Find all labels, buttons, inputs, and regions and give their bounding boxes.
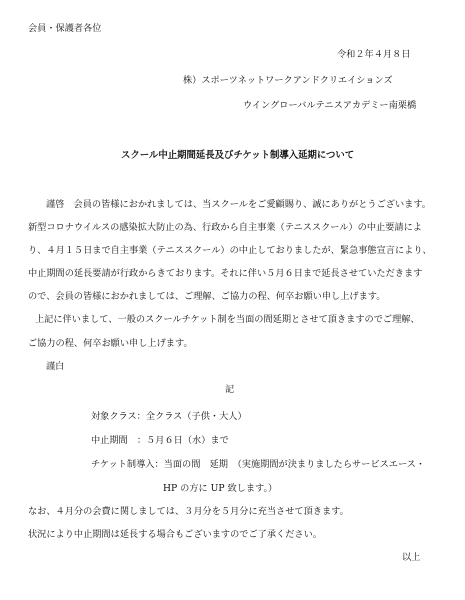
recipients: 会員・保護者各位 bbox=[28, 23, 102, 34]
footer-line: 状況により中止期間は延長する場合もございますのでご了承ください。 bbox=[28, 529, 322, 540]
notes-item: 対象クラス：全クラス（子供・大人） bbox=[91, 411, 247, 422]
company-name: 株）スポーツネットワークアンドクリエイションズ bbox=[183, 75, 393, 86]
body-line: 謹啓 会員の皆様におかれましては、当スクールをご愛顧賜り、誠にありがとうございます。 bbox=[46, 199, 431, 210]
notes-heading: 記 bbox=[225, 384, 235, 395]
body-line: り、４月１５日まで自主事業（テニススクール）の中止しておりましたが、緊急事態宣言により、 bbox=[28, 245, 432, 256]
notes-item: HP の方に UP 致します。） bbox=[163, 483, 278, 494]
body-line: 上記に伴いまして、一般のスクールチケット制を当面の間延期とさせて頂きますのでご理解、 bbox=[35, 314, 420, 325]
end-mark: 以上 bbox=[402, 552, 421, 563]
body-line: ので、会員の皆様におかれましては、ご理解、ご協力の程、何卒お願い申し上げます。 bbox=[28, 291, 386, 302]
notes-item: チケット制導入：当面の間 延期 （実施期間が決まりましたらサービスエース・ bbox=[91, 459, 426, 470]
body-line: ご協力の程、何卒お願い申し上げます。 bbox=[28, 338, 193, 349]
body-line: 中止期間の延長要請が行政からきております。それに伴い５月６日まで延長させていただきます bbox=[28, 268, 423, 279]
document-date: 令和２年４月８日 bbox=[337, 49, 411, 60]
closing-word: 謹白 bbox=[46, 361, 65, 372]
document-title: スクール中止期間延長及びチケット制導入延期について bbox=[121, 150, 355, 161]
body-line: 新型コロナウイルスの感染拡大防止の為、行政から自主事業（テニススクール）の中止要請によ bbox=[28, 222, 422, 233]
footer-line: なお、４月分の会費に関しましては、３月分を５月分に充当させて頂きます。 bbox=[28, 506, 349, 517]
notes-item: 中止期間 ：５月６日（水）まで bbox=[91, 435, 229, 446]
academy-name: ウイングローバルテニスアカデミー南栗橋 bbox=[243, 100, 417, 111]
